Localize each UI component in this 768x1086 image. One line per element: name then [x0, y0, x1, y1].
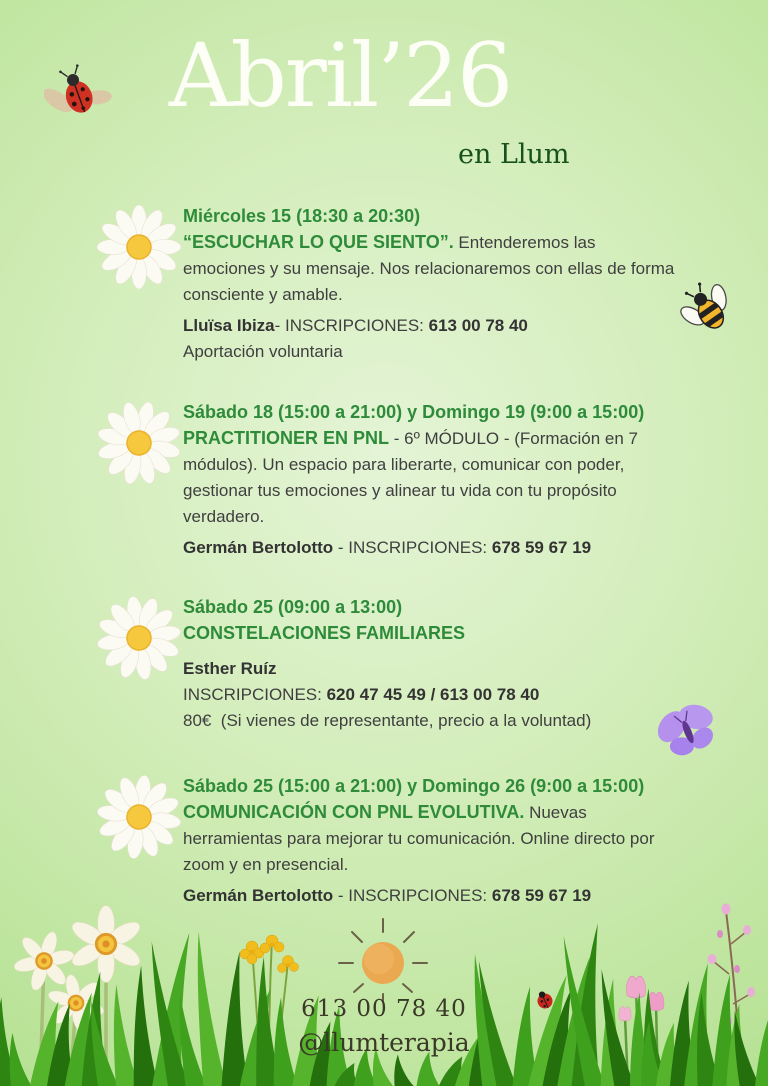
- event-block: [95, 399, 675, 561]
- event-title: “ESCUCHAR LO QUE SIENTO”.: [183, 232, 454, 252]
- instagram-handle: @llumterapia: [298, 1028, 470, 1057]
- event-price: 80€ (Si vienes de representante, precio a la voluntad): [183, 711, 592, 730]
- event-date: Sábado 25 (09:00 a 13:00): [183, 597, 403, 617]
- inscriptions-label: - INSCRIPCIONES:: [333, 538, 492, 557]
- event-description: Nuevas herramientas para mejorar tu comunicación. Online directo por zoom y en presencial.: [183, 803, 655, 874]
- event-date: Sábado 18 (15:00 a 21:00) y Domingo 19 (9:00 a 15:00): [183, 402, 645, 422]
- event-date: Miércoles 15 (18:30 a 20:30): [183, 206, 421, 226]
- event-block: [95, 594, 675, 734]
- footer-phone: 613 00 78 40: [301, 996, 467, 1022]
- inscriptions-label: - INSCRIPCIONES:: [274, 316, 429, 335]
- facilitator-name: Lluïsa Ibiza: [183, 316, 275, 335]
- daisy-icon: [95, 594, 183, 682]
- ladybug-icon: [44, 64, 114, 131]
- daisy-icon: [95, 773, 183, 861]
- event-summary: [183, 799, 675, 878]
- daisy-icon: [95, 203, 183, 291]
- phone-number: 678 59 67 19: [491, 886, 592, 905]
- event-contact: [183, 535, 675, 561]
- sun-icon: [339, 919, 427, 1002]
- inscriptions-label: - INSCRIPCIONES:: [333, 886, 492, 905]
- page-title: Abril’26: [168, 24, 512, 127]
- inscriptions-label: INSCRIPCIONES:: [183, 685, 327, 704]
- event-summary: [183, 425, 675, 530]
- daisy-icon: [95, 399, 183, 487]
- phone-numbers: 620 47 45 49 / 613 00 78 40: [326, 685, 540, 704]
- event-date: Sábado 25 (15:00 a 21:00) y Domingo 26 (9:00 a 15:00): [183, 776, 645, 796]
- event-title: PRACTITIONER EN PNL: [183, 428, 390, 448]
- bee-icon: [676, 278, 740, 347]
- facilitator-name: Germán Bertolotto: [183, 538, 334, 557]
- event-note: Aportación voluntaria: [183, 342, 343, 361]
- event-title: CONSTELACIONES FAMILIARES: [183, 623, 466, 643]
- facilitator-name: Germán Bertolotto: [183, 886, 334, 905]
- phone-number: 613 00 78 40: [428, 316, 528, 335]
- meadow-decoration: [0, 899, 768, 1086]
- brand-subtitle: en Llum: [458, 139, 570, 170]
- event-description: - 6º MÓDULO - (Formación en 7 módulos). Un espacio para liberarte, comunicar con poder, gestionar tus emociones y alinear tu vida con tu propósito verdadero.: [183, 429, 639, 526]
- event-description: Entenderemos las emociones y su mensaje. Nos relacionaremos con ellas de forma consciente y amable.: [183, 233, 675, 304]
- event-block: [95, 773, 675, 909]
- phone-number: 678 59 67 19: [491, 538, 592, 557]
- event-summary: [183, 229, 675, 308]
- facilitator-name: Esther Ruíz: [183, 659, 277, 678]
- event-title: COMUNICACIÓN CON PNL EVOLUTIVA.: [183, 802, 525, 822]
- event-block: [95, 203, 675, 365]
- event-contact: [183, 682, 675, 708]
- event-contact: [183, 313, 675, 339]
